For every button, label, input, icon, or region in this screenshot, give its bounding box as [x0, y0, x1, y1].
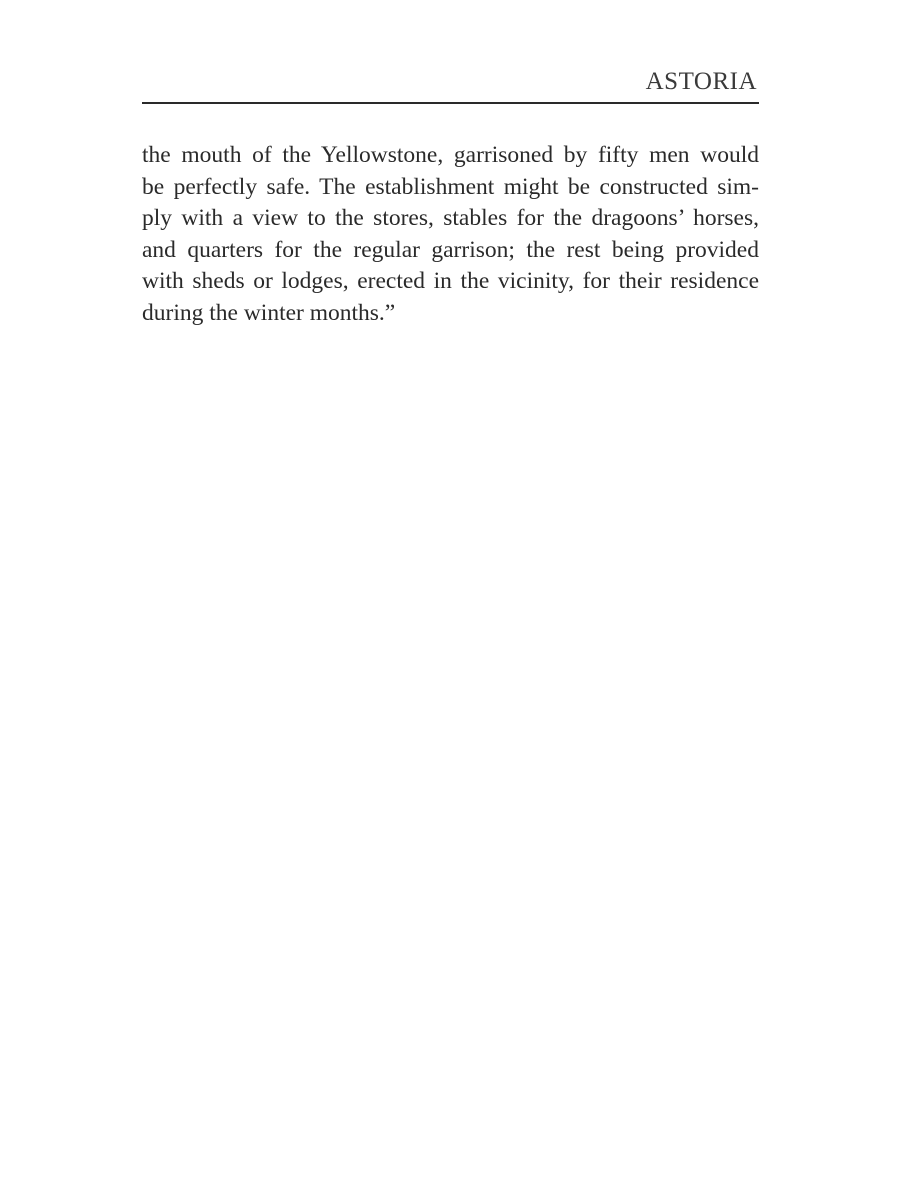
text-line: the mouth of the Yellowstone, garrisoned by fifty men would	[142, 142, 759, 168]
text-line: ply with a view to the stores, stables for the dragoons’ horses,	[142, 205, 759, 231]
text-line: be perfectly safe. The establishment might be constructed sim-	[142, 173, 759, 200]
text-line: with sheds or lodges, erected in the vicinity, for their residence	[142, 268, 759, 294]
page-header	[142, 64, 759, 104]
body-paragraph	[142, 140, 759, 329]
running-head: ASTORIA	[645, 68, 757, 95]
text-line: and quarters for the regular garrison; the rest being provided	[142, 236, 759, 263]
text-line: during the winter months.”	[142, 299, 396, 326]
